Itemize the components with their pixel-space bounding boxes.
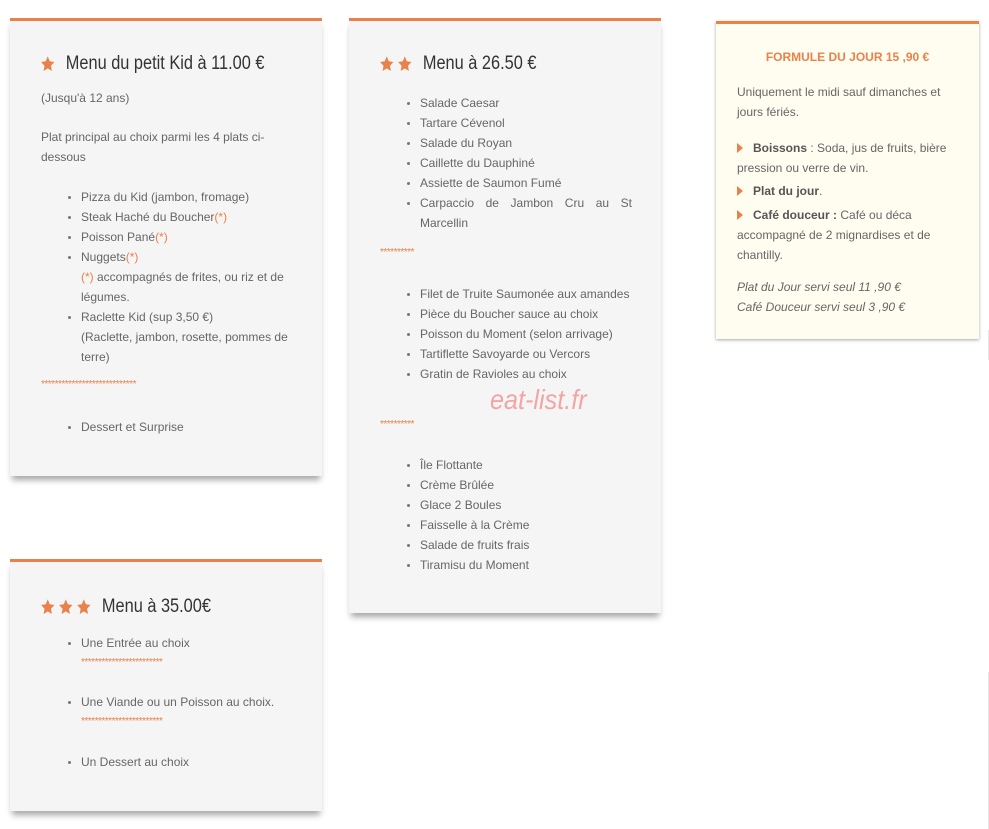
- menu-35-separator: ************************: [81, 716, 163, 727]
- menu-26-title: Menu à 26.50 €: [422, 53, 537, 74]
- list-item: Salade de fruits frais: [406, 535, 632, 555]
- menu-26-card: [349, 18, 661, 613]
- triangle-bullet-icon: [737, 143, 743, 153]
- triangle-bullet-icon: [737, 210, 743, 220]
- list-item: Île Flottante: [406, 455, 632, 475]
- kid-intro: Plat principal au choix parmi les 4 plats ci-dessous: [41, 130, 265, 164]
- list-item: Assiette de Saumon Fumé: [406, 173, 632, 193]
- formula-card: [716, 21, 979, 339]
- list-item: Filet de Truite Saumonée aux amandes: [406, 284, 632, 304]
- list-item: Raclette Kid (sup 3,50 €) (Raclette, jambon, rosette, pommes de terre): [67, 307, 299, 367]
- kid-age-note: (Jusqu'à 12 ans): [41, 91, 130, 105]
- list-item: Steak Haché du Boucher(*): [67, 207, 299, 227]
- menu-35-card: [10, 559, 322, 811]
- formula-dish: Plat du jour.: [737, 181, 962, 201]
- list-item: Pièce du Boucher sauce au choix: [406, 304, 632, 324]
- triangle-bullet-icon: [737, 186, 743, 196]
- menu-26-mains: [406, 284, 632, 384]
- star-icon: [379, 55, 394, 73]
- formula-intro: Uniquement le midi sauf dimanches et jours fériés.: [737, 85, 941, 119]
- kid-separator: ****************************: [41, 379, 136, 390]
- kid-dessert-list: [67, 417, 299, 437]
- menu-35-title: Menu à 35.00€: [101, 596, 211, 617]
- list-item: Une Entrée au choix: [67, 633, 299, 653]
- star-icon: [58, 598, 73, 616]
- list-item: Poisson Pané(*): [67, 227, 299, 247]
- kid-menu-stars: [40, 55, 55, 73]
- list-item: Tartiflette Savoyarde ou Vercors: [406, 344, 632, 364]
- list-item: Salade du Royan: [406, 133, 632, 153]
- formula-title: FORMULE DU JOUR 15 ,90 €: [765, 50, 930, 64]
- star-icon: [76, 598, 91, 616]
- list-item: Une Viande ou un Poisson au choix.: [67, 692, 307, 712]
- list-item: Gratin de Ravioles au choix: [406, 364, 632, 384]
- star-icon: [397, 55, 412, 73]
- kid-menu-list: [67, 187, 299, 367]
- list-item: Caillette du Dauphiné: [406, 153, 632, 173]
- list-item: Glace 2 Boules: [406, 495, 632, 515]
- menu-35-list-3: [67, 752, 299, 772]
- menu-26-separator: **********: [380, 419, 414, 430]
- list-item: Carpaccio de Jambon Cru au St Marcellin: [406, 193, 632, 233]
- menu-35-stars: [40, 598, 92, 616]
- list-item: Un Dessert au choix: [67, 752, 299, 772]
- kid-menu-card: [10, 18, 322, 476]
- list-item: Salade Caesar: [406, 93, 632, 113]
- formula-coffee: Café douceur : Café ou déca accompagné de 2 mignardises et de chantilly.: [737, 208, 931, 262]
- menu-35-list-1: [67, 633, 299, 653]
- menu-35-list-2: [67, 692, 307, 712]
- kid-menu-title: Menu du petit Kid à 11.00 €: [65, 53, 265, 74]
- formula-drinks: Boissons : Soda, jus de fruits, bière pression ou verre de vin.: [737, 141, 947, 175]
- star-icon: [40, 598, 55, 616]
- formula-price-dish: Plat du Jour servi seul 11 ,90 €: [737, 280, 901, 294]
- list-item: Dessert et Surprise: [67, 417, 299, 437]
- list-item: Tartare Cévenol: [406, 113, 632, 133]
- menu-35-title-row: [40, 596, 211, 618]
- list-item: Pizza du Kid (jambon, fromage): [67, 187, 299, 207]
- list-item: Nuggets(*) (*) accompagnés de frites, ou riz et de légumes.: [67, 247, 299, 307]
- menu-26-desserts: [406, 455, 632, 575]
- menu-26-stars: [379, 55, 413, 73]
- list-item: Faisselle à la Crème: [406, 515, 632, 535]
- menu-26-title-row: [379, 53, 536, 75]
- list-item: Tiramisu du Moment: [406, 555, 632, 575]
- list-item: Poisson du Moment (selon arrivage): [406, 324, 632, 344]
- menu-35-separator: ************************: [81, 657, 163, 668]
- menu-26-separator: **********: [380, 247, 414, 258]
- list-item: Crème Brûlée: [406, 475, 632, 495]
- menu-26-starters: [406, 93, 632, 233]
- watermark: eat-list.fr: [490, 384, 587, 415]
- kid-menu-title-row: [40, 53, 264, 75]
- star-icon: [40, 55, 55, 73]
- formula-price-coffee: Café Douceur servi seul 3 ,90 €: [737, 300, 906, 314]
